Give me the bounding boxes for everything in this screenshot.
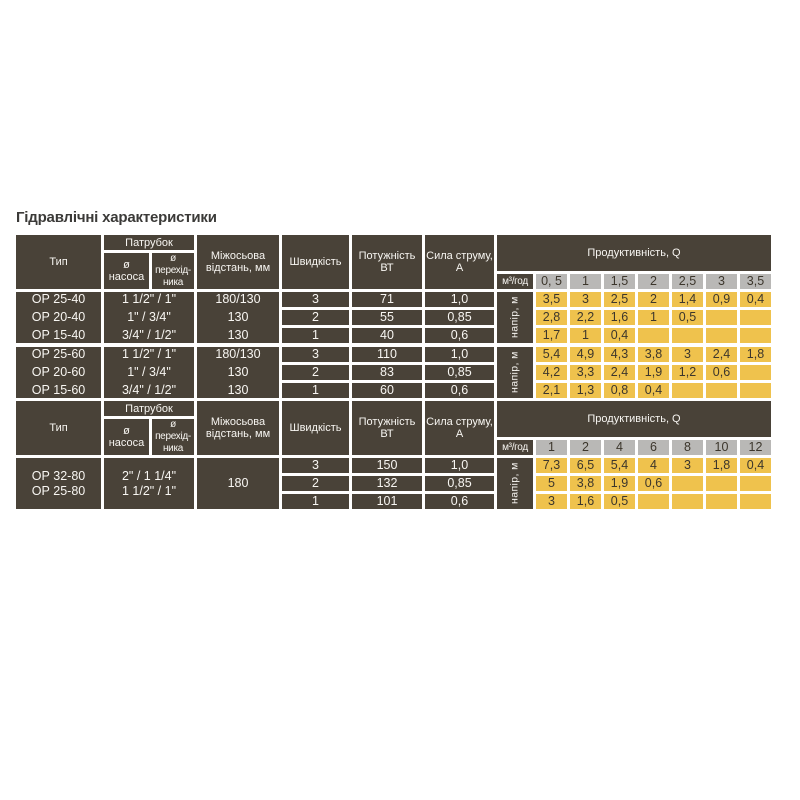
head-value-cell: 4,9	[570, 347, 601, 362]
head-value-cell	[740, 365, 771, 380]
hydraulic-table-1	[16, 235, 772, 398]
q-header-cell: 1,5	[604, 274, 635, 289]
col-header-pump-diameter: ø насоса	[104, 419, 149, 455]
head-value-cell: 1,6	[604, 310, 635, 325]
col-header-type: Тип	[16, 235, 101, 289]
head-value-cell: 2,8	[536, 310, 567, 325]
axis-value: 180/130	[215, 347, 261, 361]
head-value-cell: 1,8	[740, 347, 771, 362]
col-header-power: Потужність ВТ	[352, 235, 422, 289]
model-label: ОР 15-60	[31, 383, 86, 397]
head-value-cell: 1,2	[672, 365, 703, 380]
head-value-cell: 7,3	[536, 458, 567, 473]
power-value: 101	[352, 494, 422, 509]
col-header-current: Сила струму, А	[425, 401, 494, 455]
head-value-cell: 0,8	[604, 383, 635, 398]
power-column	[352, 292, 422, 343]
head-value-cell: 2,5	[604, 292, 635, 307]
head-value-cell: 1,8	[706, 458, 737, 473]
speed-value: 1	[282, 328, 349, 343]
q-header-cell: 2,5	[672, 274, 703, 289]
head-value-cell	[706, 383, 737, 398]
current-value: 0,6	[425, 328, 494, 343]
model-cell	[16, 347, 101, 398]
model-label: ОР 20-40	[31, 310, 86, 324]
speed-value: 3	[282, 292, 349, 307]
col-header-type: Тип	[16, 401, 101, 455]
col-header-power: Потужність ВТ	[352, 401, 422, 455]
head-value-cell: 1,6	[570, 494, 601, 509]
table2-header	[16, 401, 772, 455]
head-unit-label: напір, м	[497, 347, 533, 398]
power-value: 83	[352, 365, 422, 380]
model-cell	[16, 292, 101, 343]
head-unit-label: напір, м	[497, 458, 533, 509]
q-header-cell: 2	[570, 440, 601, 455]
head-value-cell	[706, 328, 737, 343]
head-value-cell: 0,5	[672, 310, 703, 325]
speed-value: 3	[282, 347, 349, 362]
power-value: 55	[352, 310, 422, 325]
flow-unit-label: м³/год	[497, 274, 533, 289]
head-value-cell: 5,4	[604, 458, 635, 473]
current-value: 0,6	[425, 494, 494, 509]
head-value-cell: 2	[638, 292, 669, 307]
pipe-value: 3/4" / 1/2"	[121, 383, 177, 397]
q-header-cell: 3,5	[740, 274, 771, 289]
head-values-grid	[536, 347, 771, 398]
head-value-cell: 3	[672, 458, 703, 473]
flow-unit-label: м³/год	[497, 440, 533, 455]
pipe-cell	[104, 458, 194, 509]
head-value-cell	[672, 476, 703, 491]
head-value-cell: 0,4	[740, 458, 771, 473]
head-value-cell	[706, 310, 737, 325]
head-value-cell: 1,9	[638, 365, 669, 380]
current-column	[425, 347, 494, 398]
power-value: 60	[352, 383, 422, 398]
current-value: 1,0	[425, 292, 494, 307]
q-header-cell: 6	[638, 440, 669, 455]
head-value-cell: 1,9	[604, 476, 635, 491]
pipe-cell	[104, 292, 194, 343]
col-group-pipe	[104, 401, 194, 455]
q-header-cell: 1	[570, 274, 601, 289]
head-value-cell	[740, 310, 771, 325]
head-value-cell: 2,1	[536, 383, 567, 398]
power-column	[352, 458, 422, 509]
head-value-cell: 5	[536, 476, 567, 491]
head-value-cell: 6,5	[570, 458, 601, 473]
axis-value: 130	[227, 310, 249, 324]
head-value-cell	[706, 476, 737, 491]
head-value-cell: 4	[638, 458, 669, 473]
head-value-cell	[638, 494, 669, 509]
table1-group-40	[16, 292, 772, 343]
col-header-axis-distance: Міжосьова відстань, мм	[197, 235, 279, 289]
pipe-value: 1 1/2" / 1"	[121, 483, 177, 498]
head-value-cell: 3,8	[570, 476, 601, 491]
current-column	[425, 292, 494, 343]
power-value: 110	[352, 347, 422, 362]
model-label: ОР 20-60	[31, 365, 86, 379]
head-value-cell	[740, 494, 771, 509]
head-value-cell: 3,8	[638, 347, 669, 362]
axis-value: 180/130	[215, 292, 261, 306]
head-value-cell: 0,6	[638, 476, 669, 491]
q-header-cell: 10	[706, 440, 737, 455]
col-header-current: Сила струму, А	[425, 235, 494, 289]
head-value-cell	[740, 328, 771, 343]
head-value-cell: 0,4	[604, 328, 635, 343]
current-value: 0,85	[425, 476, 494, 491]
table2-group-80	[16, 458, 772, 509]
head-value-cell: 2,4	[706, 347, 737, 362]
col-header-pipe: Патрубок	[104, 401, 194, 416]
model-label: ОР 15-40	[31, 328, 86, 342]
model-label: ОР 25-80	[31, 483, 86, 498]
head-value-cell: 4,2	[536, 365, 567, 380]
hydraulic-table-2	[16, 401, 772, 509]
head-values-grid	[536, 292, 771, 343]
pipe-cell	[104, 347, 194, 398]
head-value-cell: 0,4	[638, 383, 669, 398]
table1-group-60	[16, 347, 772, 398]
axis-distance-cell	[197, 292, 279, 343]
model-label: ОР 32-80	[31, 468, 86, 483]
pipe-value: 3/4" / 1/2"	[121, 328, 177, 342]
head-value-cell	[672, 383, 703, 398]
col-group-productivity	[497, 235, 771, 289]
power-value: 71	[352, 292, 422, 307]
current-column	[425, 458, 494, 509]
head-value-cell: 0,9	[706, 292, 737, 307]
q-header-cell: 0, 5	[536, 274, 567, 289]
speed-column	[282, 347, 349, 398]
head-value-cell: 4,3	[604, 347, 635, 362]
axis-value: 180	[227, 476, 249, 490]
axis-value: 130	[227, 383, 249, 397]
head-value-cell: 3,3	[570, 365, 601, 380]
col-group-productivity	[497, 401, 771, 455]
head-value-cell: 1	[638, 310, 669, 325]
q-header-cell: 1	[536, 440, 567, 455]
power-value: 132	[352, 476, 422, 491]
head-value-cell: 5,4	[536, 347, 567, 362]
head-value-cell: 1,4	[672, 292, 703, 307]
speed-value: 1	[282, 383, 349, 398]
model-cell	[16, 458, 101, 509]
col-header-productivity: Продуктивність, Q	[497, 235, 771, 271]
head-value-cell: 3	[570, 292, 601, 307]
head-value-cell: 1,7	[536, 328, 567, 343]
hydraulic-characteristics-section	[16, 209, 772, 509]
axis-distance-cell	[197, 458, 279, 509]
pipe-value: 1" / 3/4"	[127, 365, 171, 379]
speed-value: 3	[282, 458, 349, 473]
head-value-cell: 0,5	[604, 494, 635, 509]
q-header-cell: 12	[740, 440, 771, 455]
axis-value: 130	[227, 365, 249, 379]
pipe-value: 1 1/2" / 1"	[121, 347, 177, 361]
head-value-cell: 3	[672, 347, 703, 362]
head-value-cell	[638, 328, 669, 343]
head-value-cell: 1,3	[570, 383, 601, 398]
speed-value: 2	[282, 476, 349, 491]
model-label: ОР 25-60	[31, 347, 86, 361]
page-title: Гідравлічні характеристики	[16, 209, 217, 226]
head-value-cell	[740, 476, 771, 491]
col-header-productivity: Продуктивність, Q	[497, 401, 771, 437]
col-header-pump-diameter: ø насоса	[104, 253, 149, 289]
current-value: 1,0	[425, 458, 494, 473]
table1-header	[16, 235, 772, 289]
speed-value: 2	[282, 310, 349, 325]
model-label: ОР 25-40	[31, 292, 86, 306]
head-unit-label: напір, м	[497, 292, 533, 343]
speed-column	[282, 458, 349, 509]
col-header-speed: Швидкість	[282, 401, 349, 455]
pipe-value: 2" / 1 1/4"	[121, 468, 177, 483]
col-header-adapter-diameter: ø перехід-ника	[152, 419, 194, 455]
current-value: 0,85	[425, 365, 494, 380]
head-value-cell: 0,6	[706, 365, 737, 380]
head-value-cell	[740, 383, 771, 398]
head-value-cell: 0,4	[740, 292, 771, 307]
head-value-cell	[672, 494, 703, 509]
col-header-adapter-diameter: ø перехід-ника	[152, 253, 194, 289]
current-value: 1,0	[425, 347, 494, 362]
axis-distance-cell	[197, 347, 279, 398]
col-group-pipe	[104, 235, 194, 289]
head-value-cell: 3	[536, 494, 567, 509]
q-header-cell: 8	[672, 440, 703, 455]
head-value-cell: 2,4	[604, 365, 635, 380]
q-header-cell: 2	[638, 274, 669, 289]
col-header-speed: Швидкість	[282, 235, 349, 289]
col-header-axis-distance: Міжосьова відстань, мм	[197, 401, 279, 455]
power-value: 150	[352, 458, 422, 473]
q-header-cell: 3	[706, 274, 737, 289]
speed-value: 1	[282, 494, 349, 509]
head-value-cell: 1	[570, 328, 601, 343]
power-value: 40	[352, 328, 422, 343]
power-column	[352, 347, 422, 398]
head-values-grid	[536, 458, 771, 509]
pipe-value: 1" / 3/4"	[127, 310, 171, 324]
head-value-cell	[706, 494, 737, 509]
speed-column	[282, 292, 349, 343]
q-header-cell: 4	[604, 440, 635, 455]
pipe-value: 1 1/2" / 1"	[121, 292, 177, 306]
head-value-cell: 3,5	[536, 292, 567, 307]
axis-value: 130	[227, 328, 249, 342]
current-value: 0,85	[425, 310, 494, 325]
current-value: 0,6	[425, 383, 494, 398]
col-header-pipe: Патрубок	[104, 235, 194, 250]
speed-value: 2	[282, 365, 349, 380]
head-value-cell: 2,2	[570, 310, 601, 325]
head-value-cell	[672, 328, 703, 343]
